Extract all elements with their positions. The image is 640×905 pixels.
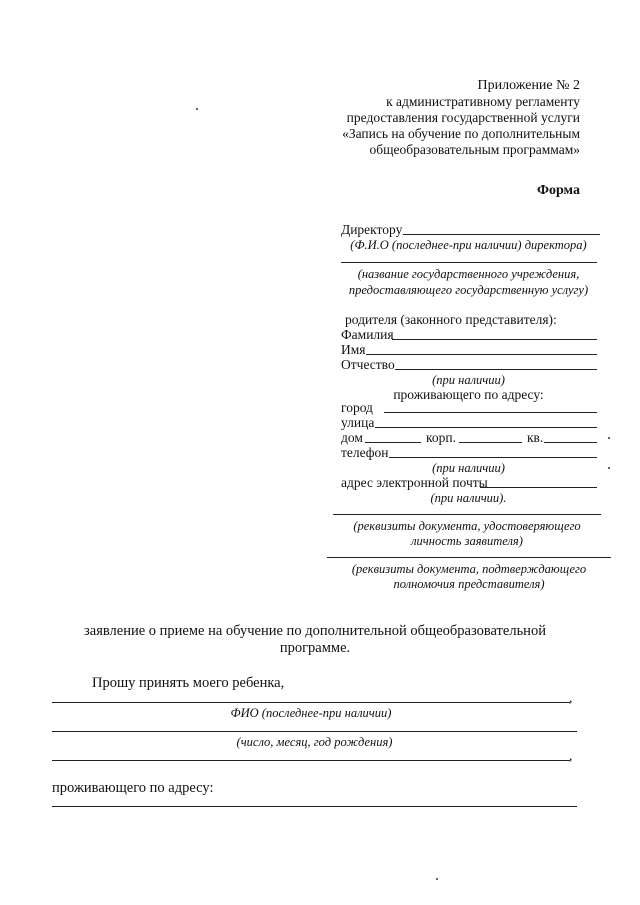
appendix-service-name: «Запись на обучение по дополнительным [342, 126, 580, 141]
scan-speck [436, 878, 438, 880]
institution-hint-2: предоставляющего государственную услугу) [348, 283, 589, 297]
email-hint: (при наличии). [430, 491, 507, 505]
apartment-field-line[interactable] [544, 442, 597, 443]
phone-field-line[interactable] [389, 457, 597, 458]
child-address-field-line[interactable] [52, 806, 577, 807]
child-residing-label: проживающего по адресу: [52, 780, 214, 796]
surname-label: Фамилия [341, 327, 394, 342]
child-fio-field-line[interactable] [52, 702, 570, 703]
building-label: корп. [426, 430, 456, 445]
residing-label: проживающего по адресу: [393, 387, 544, 402]
building-field-line[interactable] [459, 442, 522, 443]
street-label: улица [341, 415, 375, 430]
extra-comma: , [569, 748, 573, 763]
extra-field-line[interactable] [52, 760, 570, 761]
dob-hint: (число, месяц, год рождения) [236, 735, 393, 749]
statement-title-1: заявление о приеме на обучение по дополнительной общеобразовательной [84, 623, 546, 639]
phone-hint: (при наличии) [432, 461, 505, 475]
director-label: Директору [341, 222, 403, 237]
director-hint: (Ф.И.О (последнее-при наличии) директора) [350, 238, 587, 252]
request-text: Прошу принять моего ребенка, [92, 675, 285, 691]
city-field-line[interactable] [384, 412, 597, 413]
fio-comma: , [569, 690, 573, 705]
apartment-label: кв. [527, 430, 544, 445]
director-field-line[interactable] [403, 234, 600, 235]
email-field-line[interactable] [480, 487, 597, 488]
id-doc-hint-1: (реквизиты документа, удостоверяющего [353, 519, 581, 533]
phone-label: телефон [341, 445, 389, 460]
id-doc-field-line[interactable] [333, 514, 601, 515]
patronymic-label: Отчество [341, 357, 395, 372]
fio-hint: ФИО (последнее-при наличии) [230, 706, 392, 720]
id-doc-hint-2: личность заявителя) [411, 534, 523, 548]
appendix-service-name-cont: общеобразовательным программам» [369, 142, 580, 157]
patronymic-hint: (при наличии) [432, 373, 505, 387]
email-label: адрес электронной почты [341, 475, 488, 490]
appendix-service: предоставления государственной услуги [346, 110, 580, 125]
patronymic-field-line[interactable] [395, 369, 597, 370]
statement-title-2: программе. [279, 640, 351, 656]
institution-field-line[interactable] [341, 262, 597, 263]
authority-doc-hint-1: (реквизиты документа, подтверждающего [351, 562, 587, 576]
form-label: Форма [536, 183, 580, 198]
parent-label: родителя (законного представителя): [345, 312, 557, 327]
scan-speck [196, 108, 198, 110]
scan-speck [608, 437, 610, 439]
appendix-regulation: к административному регламенту [386, 94, 580, 109]
house-label: дом [341, 430, 363, 445]
city-label: город [341, 400, 373, 415]
name-field-line[interactable] [366, 354, 597, 355]
house-field-line[interactable] [365, 442, 421, 443]
scan-speck [608, 467, 610, 469]
appendix-number: Приложение № 2 [477, 78, 580, 93]
surname-field-line[interactable] [392, 339, 597, 340]
institution-hint-1: (название государственного учреждения, [357, 267, 580, 281]
name-label: Имя [341, 342, 366, 357]
dob-field-line[interactable] [52, 731, 577, 732]
authority-doc-hint-2: полномочия представителя) [393, 577, 545, 591]
street-field-line[interactable] [375, 427, 597, 428]
authority-doc-field-line[interactable] [327, 557, 611, 558]
